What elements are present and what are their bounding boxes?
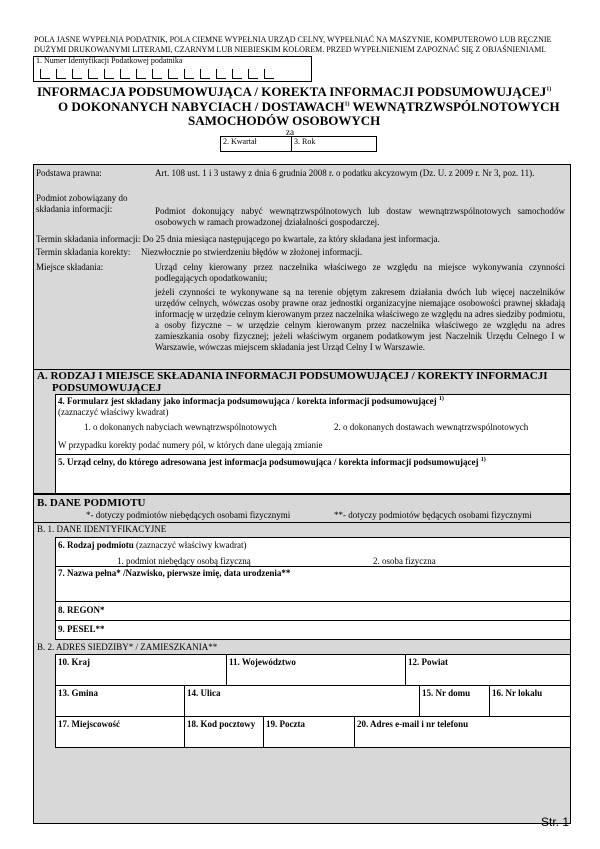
- f15-label: 15. Nr domu: [422, 688, 471, 698]
- f7-label: 7. Nazwa pełna* /Nazwisko, pierwsze imię, data urodzenia**: [58, 568, 291, 578]
- f4-option-2[interactable]: 2. o dokonanych dostawach wewnątrzwspólnotowych: [334, 422, 529, 432]
- section-a-title-1: A. RODZAJ I MIEJSCE SKŁADANIA INFORMACJI PODSUMOWUJĄCEJ / KOREKTY INFORMACJI: [37, 370, 548, 382]
- f11-label: 11. Województwo: [229, 657, 296, 667]
- termin-info: Termin składania informacji: Do 25 dnia miesiąca następującego po kwartale, za który składana jest informacja.: [36, 234, 440, 244]
- f6-label: 6. Rodzaj podmiotu (zaznaczyć właściwy kwadrat): [58, 540, 247, 550]
- form-title-line-1: INFORMACJA PODSUMOWUJĄCA / KOREKTA INFORMACJI PODSUMOWUJĄCEJ$^{1)}$: [37, 84, 552, 99]
- section-a-title-2: PODSUMOWUJĄCEJ: [52, 382, 162, 394]
- f8-label: 8. REGON*: [58, 605, 105, 615]
- f9-label: 9. PESEL**: [58, 624, 105, 634]
- f16-label: 16. Nr lokalu: [492, 688, 543, 698]
- termin-korekty-label: Termin składania korekty:: [36, 247, 131, 257]
- podmiot-label-1: Podmiot zobowiązany do: [36, 193, 128, 203]
- b1-title: B. 1. DANE IDENTYFIKACYJNE: [37, 524, 167, 534]
- f4-label: 4. Formularz jest składany jako informacja podsumowująca / korekta informacji podsumowującej $^{1)}$: [58, 396, 444, 406]
- section-b-note-2: **- dotyczy podmiotów będących osobami fizycznymi: [334, 510, 532, 520]
- f13-label: 13. Gmina: [58, 688, 99, 698]
- form-title-line-3: SAMOCHODÓW OSOBOWYCH: [188, 113, 381, 128]
- f19-label: 19. Poczta: [266, 719, 305, 729]
- quarter-label: 2. Kwartał: [223, 137, 257, 146]
- za-label: za: [286, 127, 294, 137]
- year-label: 3. Rok: [294, 137, 316, 146]
- podmiot-text: Podmiot dokonujący nabyć wewnątrzwspólnotowych lub dostaw wewnątrzwspólnotowych samochodów osobowych w ramach prowadzonej działalności gospodarczej.: [155, 206, 565, 227]
- b2-title: B. 2. ADRES SIEDZIBY* / ZAMIESZKANIA**: [37, 642, 218, 652]
- f4-hint: (zaznaczyć właściwy kwadrat): [58, 407, 169, 417]
- f14-label: 14. Ulica: [187, 688, 221, 698]
- page-number: Str. 1: [541, 815, 570, 829]
- instruction-line-2: DUŻYMI DRUKOWANYMI LITERAMI, CZARNYM LUB NIEBIESKIM KOLOREM. PRZED WYPEŁNIENIEM ZAPOZNAĆ SIĘ Z OBJAŚNIENIAMI.: [34, 45, 547, 54]
- f4-korekta-fields[interactable]: W przypadku korekty podać numery pól, w których dane ulegają zmianie: [58, 440, 323, 450]
- year-field[interactable]: [291, 136, 377, 152]
- f20-label: 20. Adres e-mail i nr telefonu: [357, 719, 469, 729]
- instruction-line-1: POLA JASNE WYPEŁNIA PODATNIK, POLA CIEMNE WYPEŁNIA URZĄD CELNY, WYPEŁNIAĆ NA MASZYNIE, KOMPUTEROWO LUB RĘCZNIE: [34, 35, 552, 44]
- quarter-field[interactable]: [220, 136, 292, 152]
- f18-label: 18. Kod pocztowy: [187, 719, 256, 729]
- termin-korekty-text: Niezwłocznie po stwierdzeniu błędów w złożonej informacji.: [141, 247, 363, 257]
- miejsce-text-1: Urząd celny kierowany przez naczelnika właściwego ze względu na miejsce wykonywania czynności podlegających opodatkowaniu;: [155, 262, 565, 283]
- section-b-title: B. DANE PODMIOTU: [37, 497, 146, 509]
- f10-label: 10. Kraj: [58, 657, 90, 667]
- miejsce-text-2: jeżeli czynności te wykonywane są na terenie objętym zakresem działania dwóch lub więcej naczelników urzędów celnych, wówczas osoby prawne oraz jednostki organizacyjne niemające osobowości prawnej składają informację w urzędzie celnym kierowanym przez naczelnika właściwego ze względu na adres siedziby podmiotu, a osoby fizyczne – w urzędzie celnym kierowanym przez naczelnika właściwego ze względu na adres zamieszkania osoby fizycznej; jeżeli właściwym organem podatkowym jest Naczelnik Urzędu Celnego I w Warszawie, wówczas miejscem składania jest Urząd Celny I w Warszawie.: [155, 287, 565, 352]
- miejsce-label: Miejsce składania:: [36, 262, 104, 272]
- f6-option-2[interactable]: 2. osoba fizyczna: [373, 556, 436, 566]
- f17-label: 17. Miejscowość: [58, 719, 120, 729]
- f5-label: 5. Urząd celny, do którego adresowana jest informacja podsumowująca / korekta informacji podsumowującej $^{1)}$: [58, 457, 486, 467]
- podstawa-label: Podstawa prawna:: [36, 168, 102, 178]
- form-title-line-2: O DOKONANYCH NABYCIACH / DOSTAWACH$^{1)}$ WEWNĄTRZWSPÓLNOTOWYCH: [58, 99, 560, 114]
- field-9[interactable]: [55, 620, 571, 640]
- podstawa-text: Art. 108 ust. 1 i 3 ustawy z dnia 6 grudnia 2008 r. o podatku akcyzowym (Dz. U. z 2009 r. Nr 3, poz. 11).: [155, 168, 535, 178]
- f6-option-1[interactable]: 1. podmiot niebędący osobą fizyczną: [117, 556, 251, 566]
- nip-label: 1. Numer Identyfikacji Podatkowej podatnika: [36, 56, 183, 65]
- nip-digit-boxes[interactable]: [40, 66, 310, 78]
- f4-option-1[interactable]: 1. o dokonanych nabyciach wewnątrzwspólnotowych: [84, 422, 277, 432]
- section-b-note-1: *- dotyczy podmiotów niebędących osobami fizycznymi: [86, 510, 291, 520]
- f12-label: 12. Powiat: [408, 657, 448, 667]
- podmiot-label-2: składania informacji:: [36, 204, 113, 214]
- field-8[interactable]: [55, 601, 571, 621]
